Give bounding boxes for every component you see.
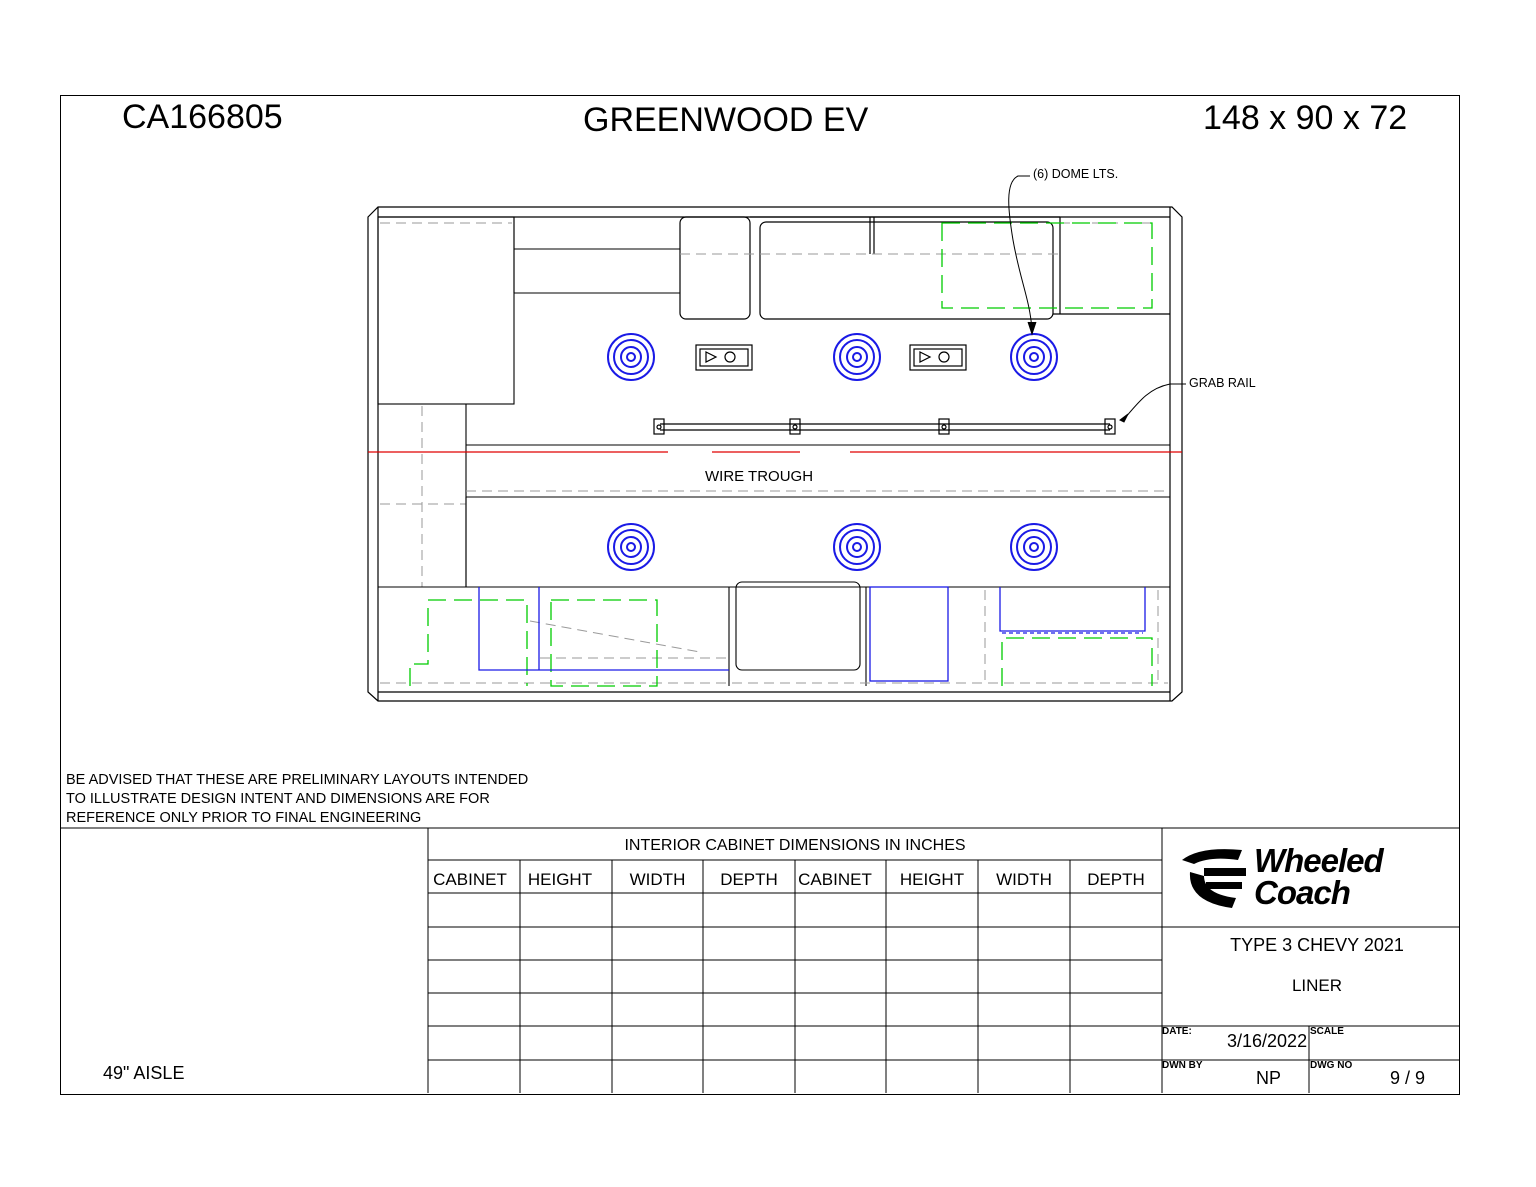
date-label: DATE: [1162, 1026, 1192, 1037]
ceiling-vent [696, 345, 752, 370]
front-hidden-lines [380, 223, 512, 587]
streetside-cabinets [378, 497, 1170, 686]
wheeled-coach-logo [1180, 842, 1450, 914]
drawn-by-label: DWN BY [1162, 1060, 1203, 1071]
front-cabinet [378, 217, 680, 587]
aisle-note: 49" AISLE [103, 1063, 185, 1083]
dome-light [1011, 524, 1057, 570]
dome-light [834, 334, 880, 380]
dome-light [834, 524, 880, 570]
callout-leaders [1009, 176, 1186, 422]
disclaimer-line: REFERENCE ONLY PRIOR TO FINAL ENGINEERING [66, 810, 422, 826]
col-header-height: HEIGHT [527, 870, 593, 889]
streetside-blue-cabinets [479, 587, 1145, 681]
ceiling-vents [696, 345, 966, 370]
box-dimensions: 148 x 90 x 72 [1203, 99, 1408, 137]
dome-lights-callout: (6) DOME LTS. [1033, 167, 1119, 181]
col-header-width: WIDTH [629, 870, 686, 889]
bench-green-cabinet [942, 223, 1152, 308]
disclaimer-line: BE ADVISED THAT THESE ARE PRELIMINARY LAYOUTS INTENDED [66, 772, 529, 788]
streetside-green-cabinets [410, 600, 1152, 686]
col-header-depth: DEPTH [720, 870, 778, 889]
drawing-no-label: DWG NO [1310, 1060, 1353, 1071]
vehicle-model: TYPE 3 CHEVY 2021 [1230, 935, 1404, 955]
bench-seat [680, 217, 1170, 319]
dome-light [608, 524, 654, 570]
disclaimer-line: TO ILLUSTRATE DESIGN INTENT AND DIMENSIONS ARE FOR [66, 791, 490, 807]
col-header-height: HEIGHT [899, 870, 965, 889]
col-header-cabinet: CABINET [433, 870, 507, 889]
col-header-cabinet: CABINET [798, 870, 872, 889]
drawing-no-value: 9 / 9 [1390, 1068, 1426, 1088]
ceiling-vent [910, 345, 966, 370]
disclaimer-note [66, 771, 528, 828]
drawn-by-value: NP [1256, 1068, 1282, 1088]
date-value: 3/16/2022 [1227, 1031, 1308, 1051]
dome-light [608, 334, 654, 380]
logo-wordmark-line1: Wheeled [1254, 842, 1383, 879]
col-header-depth: DEPTH [1087, 870, 1145, 889]
customer-name: GREENWOOD EV [583, 101, 869, 139]
logo-wordmark-line2: Coach [1254, 874, 1350, 911]
wire-trough-label: WIRE TROUGH [705, 468, 814, 485]
grab-rail-callout: GRAB RAIL [1189, 376, 1256, 390]
dome-light [1011, 334, 1057, 380]
cabinet-table-title: INTERIOR CABINET DIMENSIONS IN INCHES [624, 837, 966, 854]
scale-label: SCALE [1310, 1026, 1344, 1037]
job-number: CA166805 [122, 98, 283, 136]
grab-rail [654, 419, 1115, 434]
sheet-title: LINER [1291, 976, 1343, 995]
col-header-width: WIDTH [996, 870, 1052, 889]
